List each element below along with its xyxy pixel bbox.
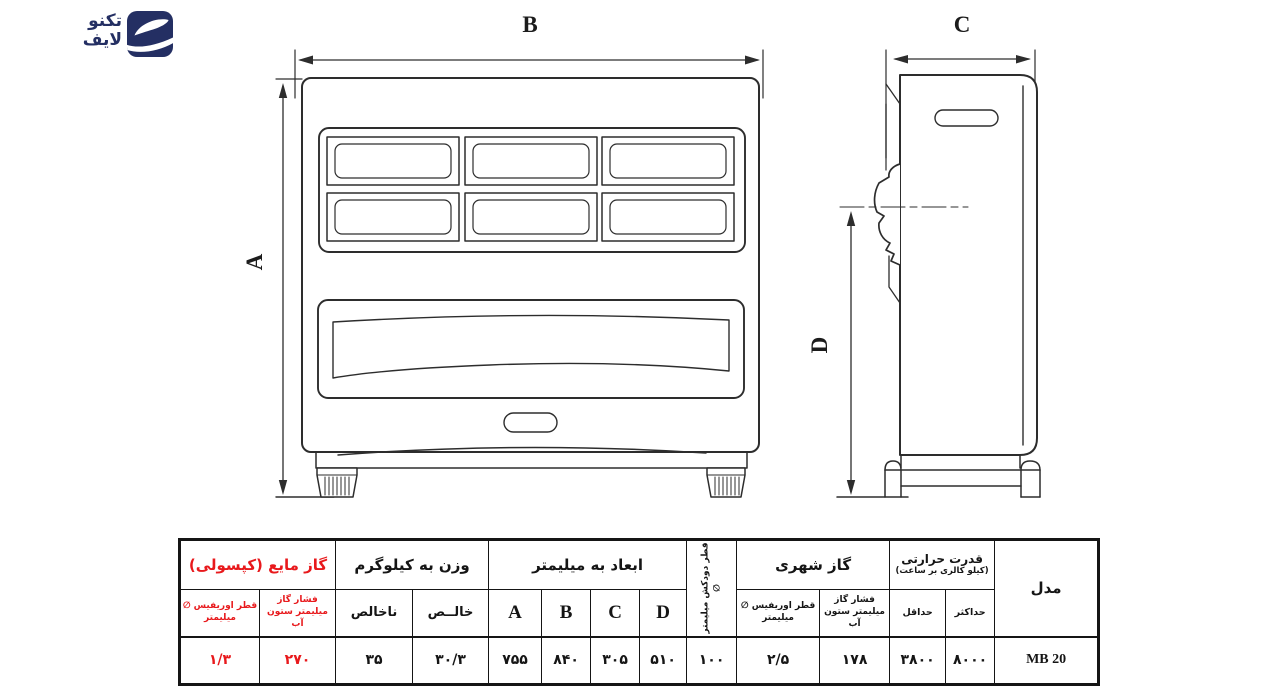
front-feet xyxy=(317,468,745,497)
dim-label-c: C xyxy=(953,12,971,37)
gas-valve-profile xyxy=(875,164,900,265)
col-model-header: مدل xyxy=(995,540,1099,637)
group-weight: وزن به کیلوگرم xyxy=(336,540,489,590)
col-city-gas-orifice: قطر اوریفیس ∅ میلیمتر xyxy=(737,590,820,637)
value-chimney-diameter: ۱۰۰ xyxy=(687,637,737,685)
value-model: MB 20 xyxy=(995,637,1099,685)
col-weight-net: خالــص xyxy=(413,590,489,637)
side-base xyxy=(885,455,1040,497)
value-dim-d: ۵۱۰ xyxy=(640,637,687,685)
col-weight-gross: ناخالص xyxy=(336,590,413,637)
value-dim-a: ۷۵۵ xyxy=(489,637,542,685)
col-dim-d: D xyxy=(640,590,687,637)
logo-line2: لایف xyxy=(82,30,122,50)
value-weight-net: ۳۰/۳ xyxy=(413,637,489,685)
value-dim-b: ۸۴۰ xyxy=(542,637,591,685)
group-dimensions: ابعاد به میلیمتر xyxy=(489,540,687,590)
value-dim-c: ۳۰۵ xyxy=(591,637,640,685)
col-thermal-max: حداکثر xyxy=(946,590,995,637)
value-thermal-min: ۳۸۰۰ xyxy=(890,637,946,685)
group-liquid-gas: گاز مایع (کپسولی) xyxy=(180,540,336,590)
logo-line1: تکنو xyxy=(88,11,122,31)
value-liquid-gas-pressure: ۲۷۰ xyxy=(260,637,336,685)
col-dim-a: A xyxy=(489,590,542,637)
heater-side-view xyxy=(837,50,1040,497)
heater-front-view xyxy=(276,50,763,497)
col-liquid-gas-pressure: فشار گاز میلیمتر ستون آب xyxy=(260,590,336,637)
value-weight-gross: ۳۵ xyxy=(336,637,413,685)
value-city-gas-pressure: ۱۷۸ xyxy=(820,637,890,685)
col-liquid-gas-orifice: قطر اوریفیس ∅ میلیمتر xyxy=(180,590,260,637)
col-thermal-min: حداقل xyxy=(890,590,946,637)
dim-label-d: D xyxy=(807,336,832,354)
col-dim-b: B xyxy=(542,590,591,637)
col-chimney-diameter xyxy=(687,540,737,637)
col-city-gas-pressure: فشار گاز میلیمتر ستون آب xyxy=(820,590,890,637)
value-city-gas-orifice: ۲/۵ xyxy=(737,637,820,685)
value-thermal-max: ۸۰۰۰ xyxy=(946,637,995,685)
dim-label-a: A xyxy=(242,253,267,271)
chimney-header-rotated: قطر دودکش میلیمتر ∅ xyxy=(699,542,722,634)
spec-table xyxy=(178,538,1100,686)
col-dim-c: C xyxy=(591,590,640,637)
value-liquid-gas-orifice: ۱/۳ xyxy=(180,637,260,685)
dim-label-b: B xyxy=(522,12,538,37)
group-thermal-power: قدرت حرارتی (کیلو کالری بر ساعت) xyxy=(890,540,995,590)
group-city-gas: گاز شهری xyxy=(737,540,890,590)
